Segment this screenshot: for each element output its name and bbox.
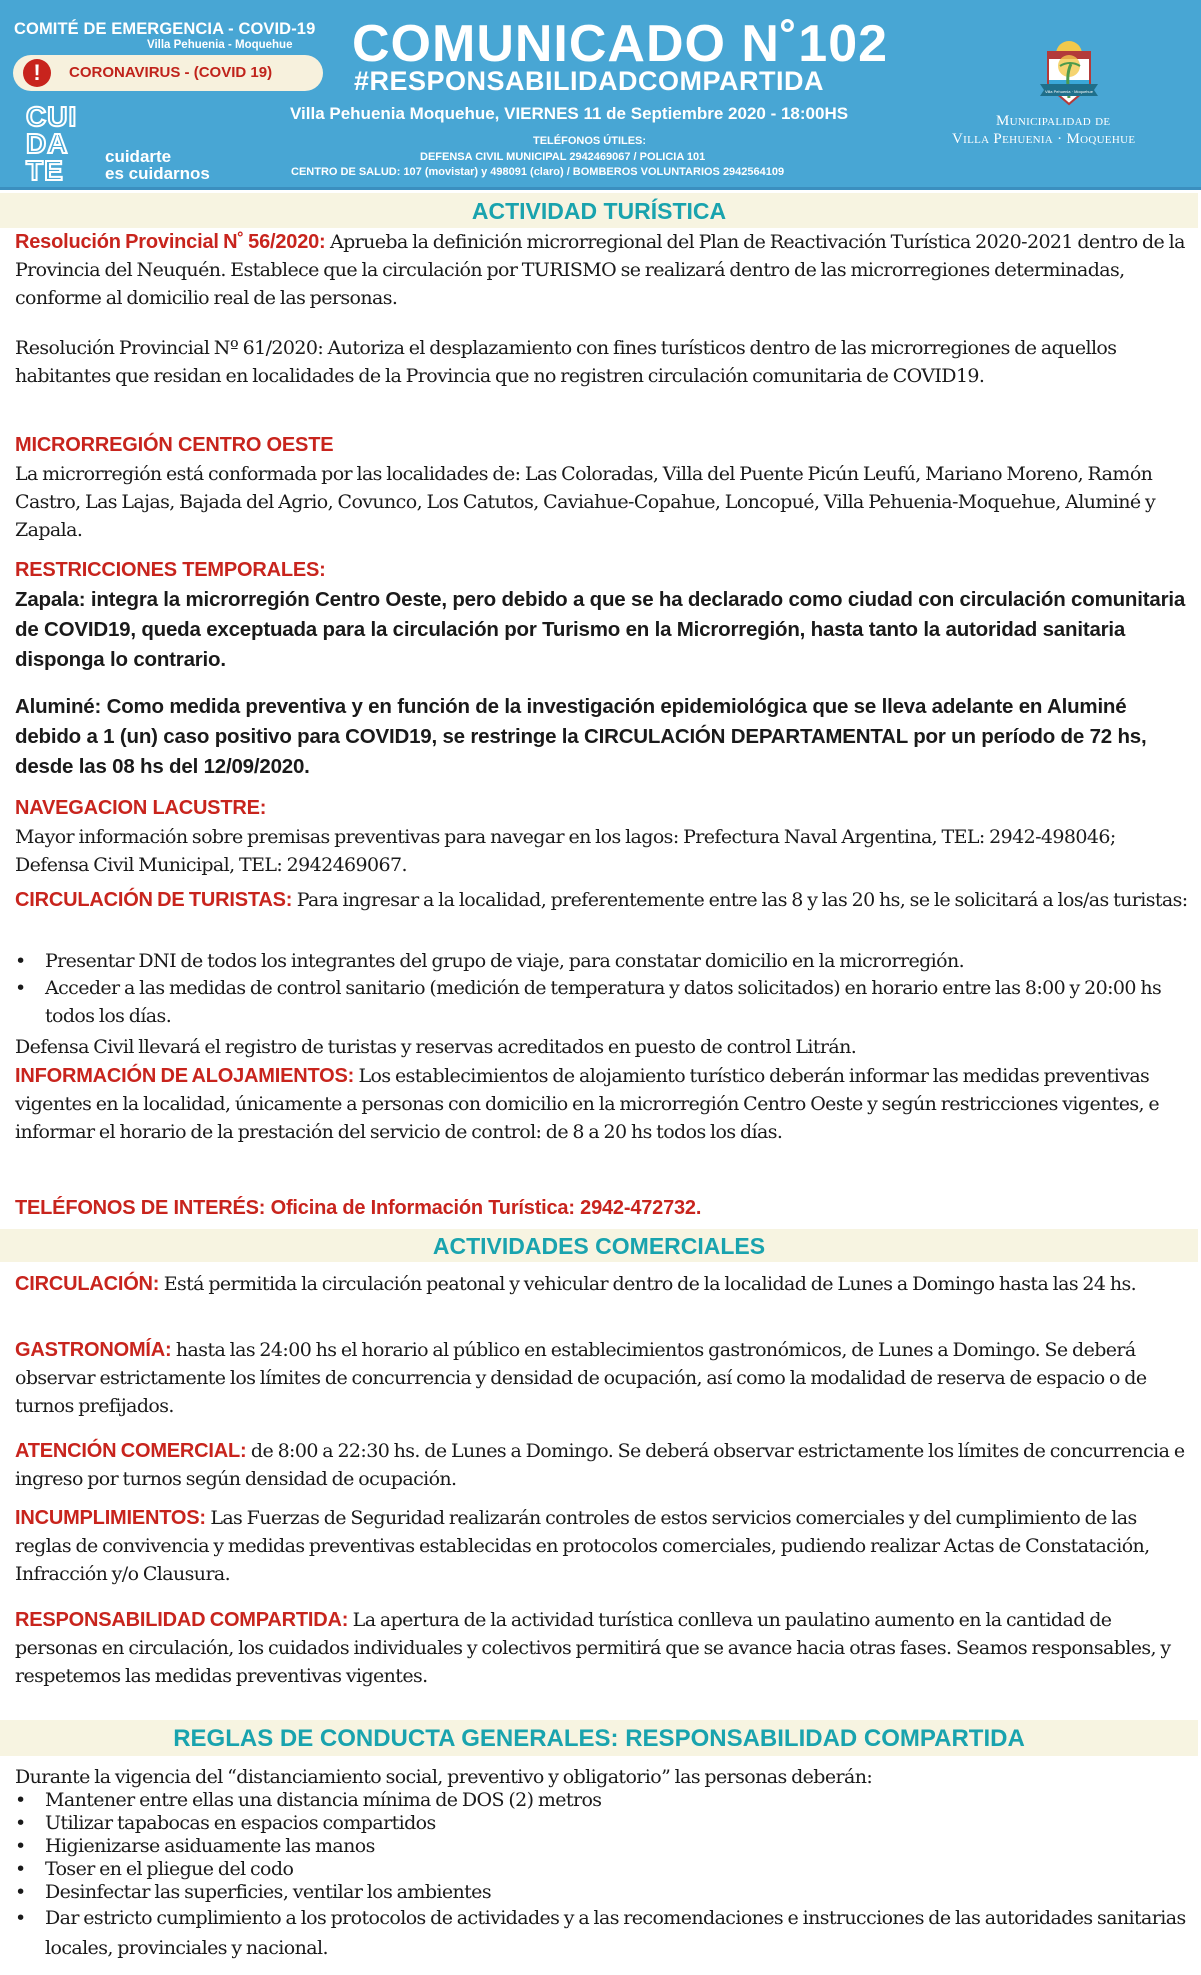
list-item-text: Toser en el pliegue del codo xyxy=(45,1858,294,1880)
responsabilidad-paragraph xyxy=(15,1606,1190,1690)
atencion-comercial-paragraph xyxy=(15,1437,1190,1493)
alert-icon: ! xyxy=(23,59,51,87)
hashtag: #RESPONSABILIDADCOMPARTIDA xyxy=(354,66,825,96)
list-item xyxy=(15,1789,1195,1812)
slogan-line-1: cuidarte xyxy=(105,147,172,166)
page-title: COMUNICADO N˚102 xyxy=(352,15,889,73)
incumplimientos-label: INCUMPLIMIENTOS: xyxy=(15,1507,206,1529)
navegacion-text: Mayor información sobre premisas preventivas para navegar en los lagos: Prefectura Naval Argentina, TEL: 2942-498046; Defensa Civil Municipal, TEL: 2942469067. xyxy=(15,826,1116,876)
list-item-text: Dar estricto cumplimiento a los protocolos de actividades y a las recomendaciones e instrucciones de las autoridades sanitarias locales, provinciales y nacional. xyxy=(45,1907,1186,1959)
coronavirus-badge xyxy=(13,55,323,91)
bullet-icon: • xyxy=(15,1858,26,1880)
list-item xyxy=(15,1835,1195,1858)
section-title-actividad-turistica xyxy=(0,193,1198,228)
bullet-icon: • xyxy=(15,977,26,999)
list-item-text: Higienizarse asiduamente las manos xyxy=(45,1835,375,1857)
alojamientos-paragraph xyxy=(15,1062,1190,1146)
date-line: Villa Pehuenia Moquehue, VIERNES 11 de Septiembre 2020 - 18:00HS xyxy=(290,104,849,123)
alojamientos-text: Los establecimientos de alojamiento turístico deberán informar las medidas preventivas vigentes en la localidad, únicamente a personas con domicilio en la microrregión Centro Oeste y según restricciones vigentes, e informar el horario de la prestación del servicio de control: de 8 a 20 hs todos los días. xyxy=(15,1065,1160,1143)
navegacion-heading: NAVEGACION LACUSTRE: xyxy=(15,797,267,819)
bullet-icon: • xyxy=(15,950,26,972)
cuidate-line: DA xyxy=(26,128,69,159)
list-item-text: Presentar DNI de todos los integrantes del grupo de viaje, para constatar domicilio en la microrregión. xyxy=(45,950,965,972)
resolution-56-label: Resolución Provincial N˚ 56/2020: xyxy=(15,231,326,253)
coronavirus-label: CORONAVIRUS - (COVID 19) xyxy=(69,64,273,81)
list-item-text: Desinfectar las superficies, ventilar los ambientes xyxy=(45,1881,491,1903)
atencion-comercial-text: de 8:00 a 22:30 hs. de Lunes a Domingo. Se deberá observar estrictamente los límites de concurrencia e ingreso por turnos según densidad de ocupación. xyxy=(15,1440,1185,1490)
list-item xyxy=(15,1881,1195,1904)
circulacion-turistas-paragraph xyxy=(15,886,1190,914)
committee-location: Villa Pehuenia - Moquehue xyxy=(147,39,293,51)
cuidarte-slogan xyxy=(105,148,210,182)
circulacion-turistas-label: CIRCULACIÓN DE TURISTAS: xyxy=(15,889,293,911)
list-item-text: Utilizar tapabocas en espacios compartidos xyxy=(45,1812,436,1834)
bullet-icon: • xyxy=(15,1812,26,1834)
section-title-text: REGLAS DE CONDUCTA GENERALES: RESPONSABILIDAD COMPARTIDA xyxy=(173,1725,1025,1752)
section-title-text: ACTIVIDADES COMERCIALES xyxy=(432,1233,766,1259)
microrregion-heading: MICRORREGIÓN CENTRO OESTE xyxy=(15,434,334,456)
gastronomia-paragraph xyxy=(15,1336,1190,1420)
section-title-reglas xyxy=(0,1720,1198,1756)
list-item-text: Mantener entre ellas una distancia mínima de DOS (2) metros xyxy=(45,1789,602,1811)
list-item xyxy=(15,1903,1195,1963)
responsabilidad-text: La apertura de la actividad turística conlleva un paulatino aumento en la cantidad de personas en circulación, los cuidados individuales y colectivos permitirá que se avance hacia otras fases. Seamos responsables, y respetemos las medidas preventivas vigentes. xyxy=(15,1609,1171,1687)
telefonos-interes: TELÉFONOS DE INTERÉS: Oficina de Información Turística: 2942-472732. xyxy=(15,1197,702,1219)
defensa-civil-text: Defensa Civil llevará el registro de turistas y reservas acreditados en puesto de control Litrán. xyxy=(15,1036,857,1058)
list-item xyxy=(15,950,1195,973)
header-banner xyxy=(0,0,1201,190)
resolution-56-text: Aprueba la definición microrregional del Plan de Reactivación Turística 2020-2021 dentro de la Provincia del Neuquén. Establece que la circulación por TURISMO se realizará dentro de las microrregiones determinadas, conforme al domicilio real de las personas. xyxy=(15,231,1185,309)
circulacion-paragraph xyxy=(15,1270,1190,1298)
bullet-icon: • xyxy=(15,1835,26,1857)
bullet-icon: • xyxy=(15,1881,26,1903)
alojamientos-label: INFORMACIÓN DE ALOJAMIENTOS: xyxy=(15,1065,355,1087)
microrregion-text: La microrregión está conformada por las localidades de: Las Coloradas, Villa del Puente Picún Leufú, Mariano Moreno, Ramón Castro, Las Lajas, Bajada del Agrio, Covunco, Los Catutos, Caviahue-Copahue, Loncopué, Villa Pehuenia-Moquehue, Aluminé y Zapala. xyxy=(15,463,1156,541)
incumplimientos-text: Las Fuerzas de Seguridad realizarán controles de estos servicios comerciales y del cumplimiento de las reglas de convivencia y medidas preventivas establecidas en protocolos comerciales, pudiendo realizar Actas de Constatación, Infracción y/o Clausura. xyxy=(15,1507,1150,1585)
reglas-intro: Durante la vigencia del “distanciamiento social, preventivo y obligatorio” las personas deberán: xyxy=(15,1766,873,1788)
cuidate-line: CUI xyxy=(26,101,78,132)
municipality-name-1: Municipalidad de xyxy=(996,113,1111,129)
responsabilidad-label: RESPONSABILIDAD COMPARTIDA: xyxy=(15,1609,349,1631)
committee-title: COMITÉ DE EMERGENCIA - COVID-19 xyxy=(14,20,316,38)
alumine-restriction: Aluminé: Como medida preventiva y en función de la investigación epidemiológica que se lleva adelante en Aluminé debido a 1 (un) caso positivo para COVID19, se restringe la CIRCULACIÓN DEPARTAMENTAL por un período de 72 hs, desde las 08 hs del 12/09/2020. xyxy=(15,695,1147,778)
circulacion-text: Está permitida la circulación peatonal y vehicular dentro de la localidad de Lunes a Domingo hasta las 24 hs. xyxy=(159,1273,1137,1295)
list-item xyxy=(15,1812,1195,1835)
gastronomia-text: hasta las 24:00 hs el horario al público en establecimientos gastronómicos, de Lunes a Domingo. Se deberá observar estrictamente los límites de concurrencia y densidad de ocupación, así como la modalidad de reserva de espacio o de turnos prefijados. xyxy=(15,1339,1147,1417)
phones-line-1: DEFENSA CIVIL MUNICIPAL 2942469067 / POLICIA 101 xyxy=(420,151,706,163)
section-title-text: ACTIVIDAD TURÍSTICA xyxy=(471,198,727,224)
svg-text:Villa Pehuenia · Moquehue: Villa Pehuenia · Moquehue xyxy=(1045,89,1093,94)
list-item-text: Acceder a las medidas de control sanitario (medición de temperatura y datos solicitados) en horario entre las 8:00 y 20:00 hs todos los días. xyxy=(45,977,1162,1027)
cuidate-logo xyxy=(26,103,106,184)
municipality-shield-icon xyxy=(1038,38,1100,108)
municipality-name-2: Villa Pehuenia · Moquehue xyxy=(952,131,1136,147)
gastronomia-label: GASTRONOMÍA: xyxy=(15,1339,172,1361)
bullet-icon: • xyxy=(15,1789,26,1811)
list-item xyxy=(15,1858,1195,1881)
incumplimientos-paragraph xyxy=(15,1504,1190,1588)
slogan-line-2: es cuidarnos xyxy=(105,164,210,183)
phones-title: TELÉFONOS ÚTILES: xyxy=(533,135,647,147)
bullet-icon: • xyxy=(15,1907,26,1929)
restricciones-heading: RESTRICCIONES TEMPORALES: xyxy=(15,559,326,581)
zapala-restriction: Zapala: integra la microrregión Centro Oeste, pero debido a que se ha declarado como ciudad con circulación comunitaria de COVID19, queda exceptuada para la circulación por Turismo en la Microrregión, hasta tanto la autoridad sanitaria disponga lo contrario. xyxy=(15,588,1186,671)
paragraph-resolucion-61: Resolución Provincial Nº 61/2020: Autoriza el desplazamiento con fines turísticos dentro de las microrregiones de aquellos habitantes que residan en localidades de la Provincia que no registren circulación comunitaria de COVID19. xyxy=(15,337,1117,387)
phones-line-2: CENTRO DE SALUD: 107 (movistar) y 498091 (claro) / BOMBEROS VOLUNTARIOS 2942564109 xyxy=(291,166,785,178)
circulacion-label: CIRCULACIÓN: xyxy=(15,1273,160,1295)
paragraph-resolucion-56 xyxy=(15,228,1190,312)
atencion-comercial-label: ATENCIÓN COMERCIAL: xyxy=(15,1440,247,1462)
cuidate-line: TE xyxy=(26,155,64,186)
list-item xyxy=(15,974,1195,1030)
circulacion-turistas-text: Para ingresar a la localidad, preferentemente entre las 8 y las 20 hs, se le solicitará a los/as turistas: xyxy=(292,889,1188,911)
section-title-actividades-comerciales xyxy=(0,1229,1198,1262)
